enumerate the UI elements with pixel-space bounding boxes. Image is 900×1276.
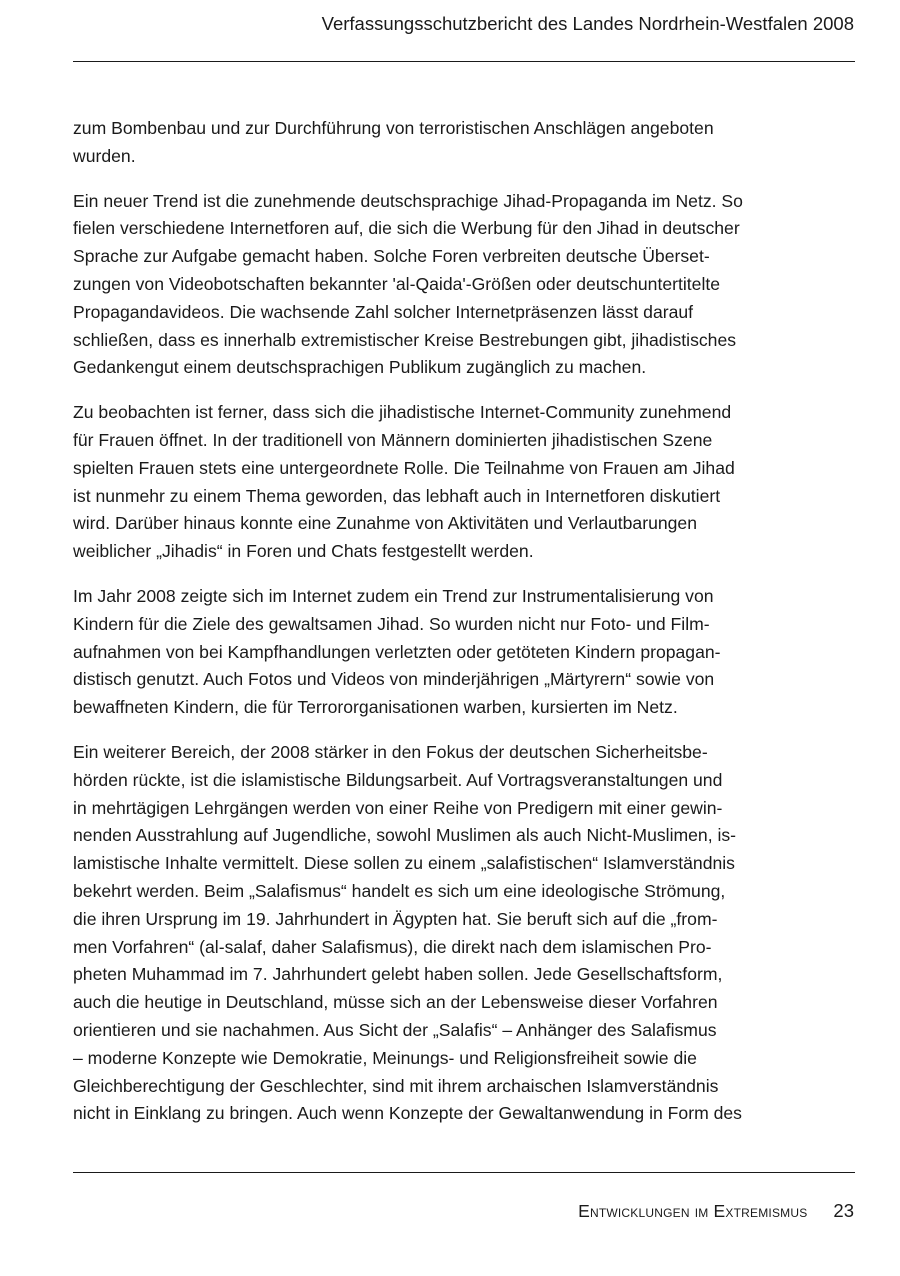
text-line: hörden rückte, ist die islamistische Bildungsarbeit. Auf Vortragsveranstaltungen und [73, 769, 723, 790]
text-line: men Vorfahren“ (al-salaf, daher Salafismus), die direkt nach dem islamischen Pro- [73, 936, 712, 957]
footer-rule [73, 1172, 855, 1173]
text-line: wird. Darüber hinaus konnte eine Zunahme von Aktivitäten und Verlautbarungen [73, 513, 698, 534]
text-line: orientieren und sie nachahmen. Aus Sicht der „Salafis“ – Anhänger des Salafismus [73, 1019, 717, 1040]
paragraph-3 [73, 399, 833, 566]
text-line: Gedankengut einem deutschsprachigen Publikum zugänglich zu machen. [73, 357, 647, 378]
text-line: Sprache zur Aufgabe gemacht haben. Solche Foren verbreiten deutsche Überset- [73, 246, 710, 267]
text-line: Propagandavideos. Die wachsende Zahl solcher Internetpräsenzen lässt darauf [73, 301, 694, 322]
text-line: auch die heutige in Deutschland, müsse sich an der Lebensweise dieser Vorfahren [73, 992, 718, 1013]
body-text [73, 115, 833, 1145]
text-line: Kindern für die Ziele des gewaltsamen Jihad. So wurden nicht nur Foto- und Film- [73, 613, 710, 634]
text-line: distisch genutzt. Auch Fotos und Videos von minderjährigen „Märtyrern“ sowie von [73, 669, 715, 690]
text-line: Ein weiterer Bereich, der 2008 stärker in den Fokus der deutschen Sicherheitsbe- [73, 741, 708, 762]
text-line: ist nunmehr zu einem Thema geworden, das lebhaft auch in Internetforen diskutiert [73, 485, 721, 506]
text-line: die ihren Ursprung im 19. Jahrhundert in Ägypten hat. Sie beruft sich auf die „from- [73, 908, 718, 929]
text-line: für Frauen öffnet. In der traditionell von Männern dominierten jihadistischen Szene [73, 429, 713, 450]
text-line: lamistische Inhalte vermittelt. Diese sollen zu einem „salafistischen“ Islamverständnis [73, 853, 735, 874]
text-line: wurden. [73, 145, 136, 166]
text-line: bewaffneten Kindern, die für Terrororganisationen warben, kursierten im Netz. [73, 697, 678, 718]
page-number: 23 [833, 1200, 854, 1221]
text-line: weiblicher „Jihadis“ in Foren und Chats festgestellt werden. [73, 541, 534, 562]
text-line: schließen, dass es innerhalb extremistischer Kreise Bestrebungen gibt, jihadistisches [73, 329, 737, 350]
running-footer [578, 1197, 854, 1227]
text-line: fielen verschiedene Internetforen auf, die sich die Werbung für den Jihad in deutscher [73, 218, 740, 239]
text-line: zum Bombenbau und zur Durchführung von terroristischen Anschlägen angeboten [73, 118, 714, 138]
text-line: aufnahmen von bei Kampfhandlungen verletzten oder getöteten Kindern propagan- [73, 641, 721, 662]
text-line: Im Jahr 2008 zeigte sich im Internet zudem ein Trend zur Instrumentalisierung von [73, 585, 714, 606]
text-line: nicht in Einklang zu bringen. Auch wenn Konzepte der Gewaltanwendung in Form des [73, 1103, 742, 1124]
text-line: nenden Ausstrahlung auf Jugendliche, sowohl Muslimen als auch Nicht-Muslimen, is- [73, 825, 737, 846]
paragraph-2 [73, 188, 833, 383]
text-line: Zu beobachten ist ferner, dass sich die jihadistische Internet-Community zunehmend [73, 402, 732, 423]
text-line: – moderne Konzepte wie Demokratie, Meinungs- und Religionsfreiheit sowie die [73, 1047, 697, 1068]
text-line: in mehrtägigen Lehrgängen werden von einer Reihe von Predigern mit einer gewin- [73, 797, 723, 818]
text-line: spielten Frauen stets eine untergeordnete Rolle. Die Teilnahme von Frauen am Jihad [73, 457, 735, 478]
header-rule [73, 61, 855, 62]
text-line: pheten Muhammad im 7. Jahrhundert gelebt haben sollen. Jede Gesellschaftsform, [73, 964, 723, 985]
text-line: Gleichberechtigung der Geschlechter, sind mit ihrem archaischen Islamverständnis [73, 1075, 719, 1096]
running-header: Verfassungsschutzbericht des Landes Nordrhein-Westfalen 2008 [321, 13, 854, 34]
text-line: bekehrt werden. Beim „Salafismus“ handelt es sich um eine ideologische Strömung, [73, 880, 726, 901]
footer-section-name: Entwicklungen im Extremismus [578, 1201, 808, 1221]
paragraph-1 [73, 115, 833, 171]
text-line: zungen von Videobotschaften bekannter 'al-Qaida'-Größen oder deutschuntertitelte [73, 273, 721, 294]
paragraph-4 [73, 583, 833, 722]
paragraph-5 [73, 739, 833, 1128]
text-line: Ein neuer Trend ist die zunehmende deutschsprachige Jihad-Propaganda im Netz. So [73, 190, 743, 211]
